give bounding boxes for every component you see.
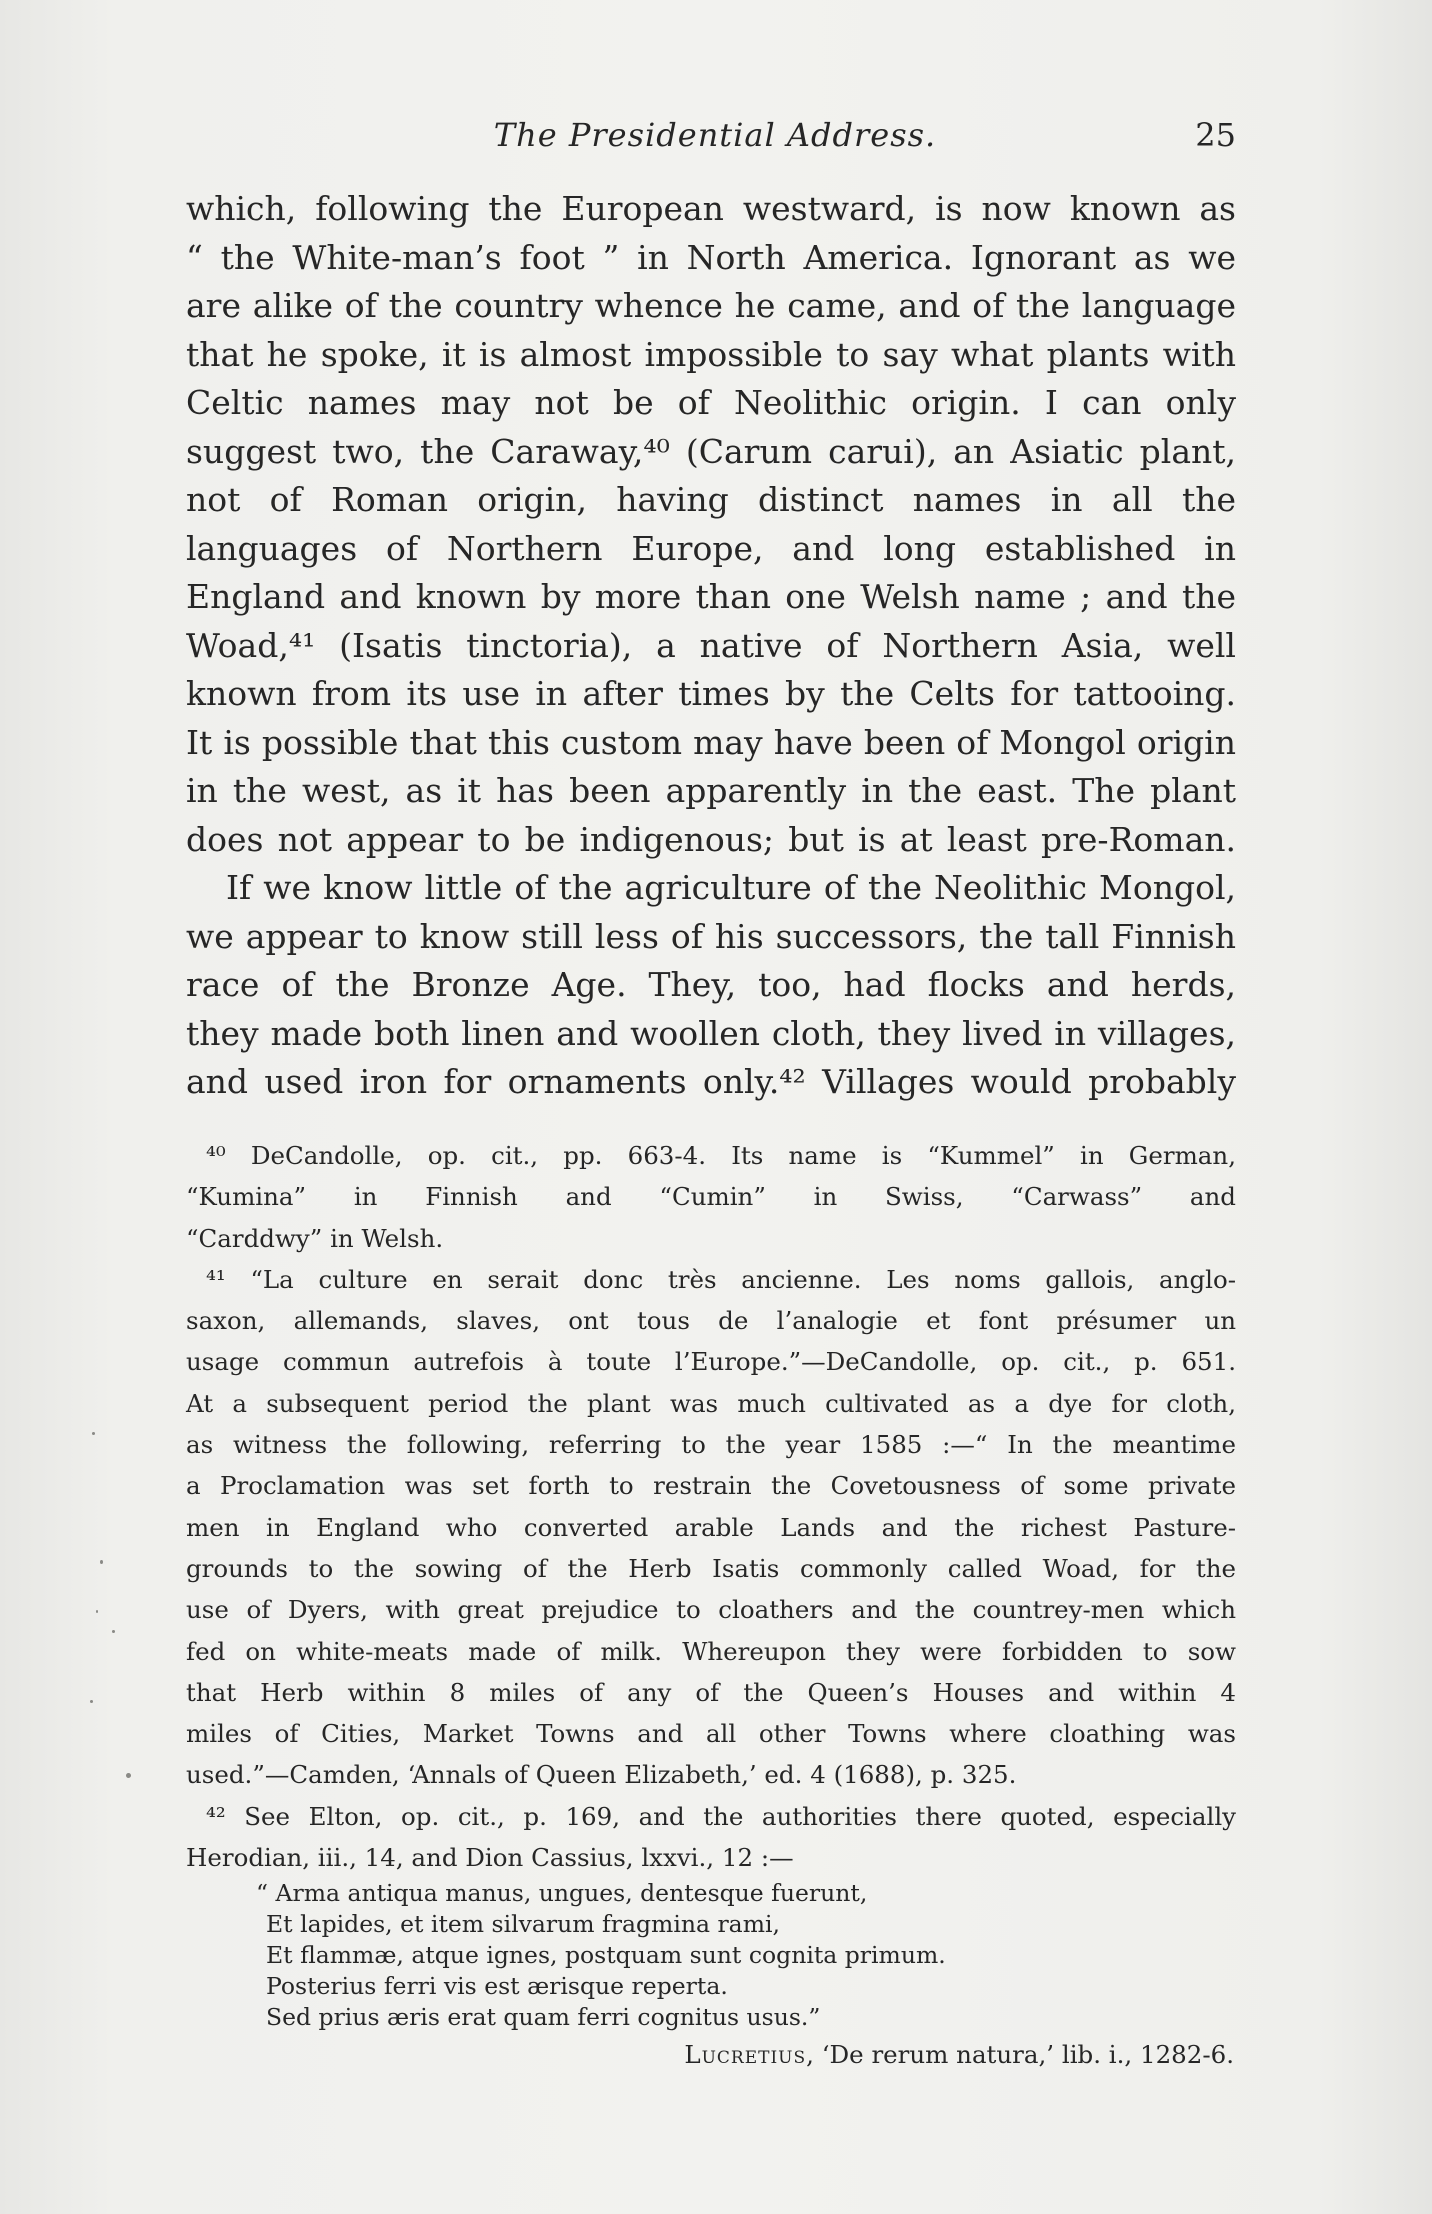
verse-line: “ Arma antiqua manus, ungues, dentesque fuerunt,	[256, 1879, 868, 1908]
scan-speck	[90, 1700, 93, 1703]
attribution-work: , ‘De rerum natura,’ lib. i., 1282-6.	[806, 2040, 1234, 2070]
body-line: “ the White-man’s foot ” in North America. Ignorant as we	[186, 237, 1236, 277]
footnote-line: used.”—Camden, ‘Annals of Queen Elizabeth,’ ed. 4 (1688), p. 325.	[186, 1760, 1017, 1790]
body-line: England and known by more than one Welsh name ; and the	[186, 577, 1236, 616]
body-line: not of Roman origin, having distinct names in all the	[186, 480, 1236, 519]
verse-line: Posterius ferri vis est ærisque reperta.	[266, 1972, 728, 2001]
body-line: It is possible that this custom may have been of Mongol origin	[186, 722, 1236, 762]
scan-speck	[92, 1432, 95, 1435]
attribution-author: Lucretius	[684, 2040, 807, 2070]
body-line: which, following the European westward, is now known as	[186, 189, 1236, 228]
verse-line: Et flammæ, atque ignes, postquam sunt cognita primum.	[266, 1941, 946, 1970]
footnote-line: ⁴² See Elton, op. cit., p. 169, and the authorities there quoted, especially	[206, 1801, 1236, 1831]
body-line: known from its use in after times by the Celts for tattooing.	[186, 674, 1236, 713]
body-line: are alike of the country whence he came, and of the language	[186, 286, 1236, 325]
footnote-line: a Proclamation was set forth to restrain the Covetousness of some private	[186, 1471, 1236, 1501]
body-line: race of the Bronze Age. They, too, had flocks and herds,	[186, 965, 1236, 1004]
footnote-line: ⁴⁰ DeCandolle, op. cit., pp. 663-4. Its name is “Kummel” in German,	[206, 1141, 1236, 1170]
footnotes	[186, 1135, 1236, 2077]
footnote-line: At a subsequent period the plant was much cultivated as a dye for cloth,	[186, 1388, 1236, 1418]
body-line: Celtic names may not be of Neolithic origin. I can only	[186, 383, 1236, 422]
page-header	[186, 116, 1244, 166]
body-line: we appear to know still less of his successors, the tall Finnish	[186, 916, 1236, 956]
footnote-line: “Kumina” in Finnish and “Cumin” in Swiss, “Carwass” and	[186, 1182, 1236, 1212]
scan-speck	[100, 1560, 103, 1564]
verse-line: Sed prius æris erat quam ferri cognitus usus.”	[266, 2003, 821, 2032]
footnote-line: as witness the following, referring to the year 1585 :—“ In the meantime	[186, 1430, 1236, 1460]
footnote-line: that Herb within 8 miles of any of the Queen’s Houses and within 4	[186, 1677, 1236, 1707]
footnote-line: grounds to the sowing of the Herb Isatis commonly called Woad, for the	[186, 1553, 1236, 1583]
verse-quotation	[186, 1878, 1236, 2033]
footnote-line: miles of Cities, Market Towns and all other Towns where cloathing was	[186, 1719, 1236, 1749]
footnote-line: “Carddwy” in Welsh.	[186, 1223, 444, 1253]
footnote-line: usage commun autrefois à toute l’Europe.”—DeCandolle, op. cit., p. 651.	[186, 1347, 1236, 1377]
verse-attribution	[186, 2033, 1236, 2077]
verse-line: Et lapides, et item silvarum fragmina rami,	[266, 1910, 780, 1939]
footnote-line: use of Dyers, with great prejudice to cloathers and the countrey-men which	[186, 1595, 1236, 1625]
body-text	[186, 185, 1236, 1107]
body-line: Woad,⁴¹ (Isatis tinctoria), a native of Northern Asia, well	[186, 625, 1236, 665]
footnote-line: men in England who converted arable Lands and the richest Pasture-	[186, 1512, 1236, 1542]
body-line: they made both linen and woollen cloth, they lived in villages,	[186, 1013, 1236, 1053]
body-line: that he spoke, it is almost impossible to say what plants with	[186, 334, 1236, 374]
scan-speck	[126, 1773, 131, 1778]
scan-speck	[112, 1630, 115, 1633]
footnote-line: Herodian, iii., 14, and Dion Cassius, lxxvi., 12 :—	[186, 1843, 794, 1873]
running-title: The Presidential Address.	[493, 116, 937, 154]
footnote-line: ⁴¹ “La culture en serait donc très ancienne. Les noms gallois, anglo-	[206, 1264, 1236, 1294]
body-line: If we know little of the agriculture of the Neolithic Mongol,	[226, 868, 1236, 907]
body-line: and used iron for ornaments only.⁴² Villages would probably	[186, 1062, 1236, 1101]
body-line: languages of Northern Europe, and long established in	[186, 528, 1236, 568]
page-number: 25	[1195, 116, 1236, 154]
body-line: does not appear to be indigenous; but is at least pre-Roman.	[186, 819, 1236, 859]
body-line: in the west, as it has been apparently in the east. The plant	[186, 771, 1236, 810]
footnote-line: fed on white-meats made of milk. Whereupon they were forbidden to sow	[186, 1636, 1236, 1666]
body-line: suggest two, the Caraway,⁴⁰ (Carum carui), an Asiatic plant,	[186, 431, 1236, 471]
footnote-line: saxon, allemands, slaves, ont tous de l’analogie et font présumer un	[186, 1306, 1236, 1336]
scan-speck	[96, 1610, 98, 1613]
